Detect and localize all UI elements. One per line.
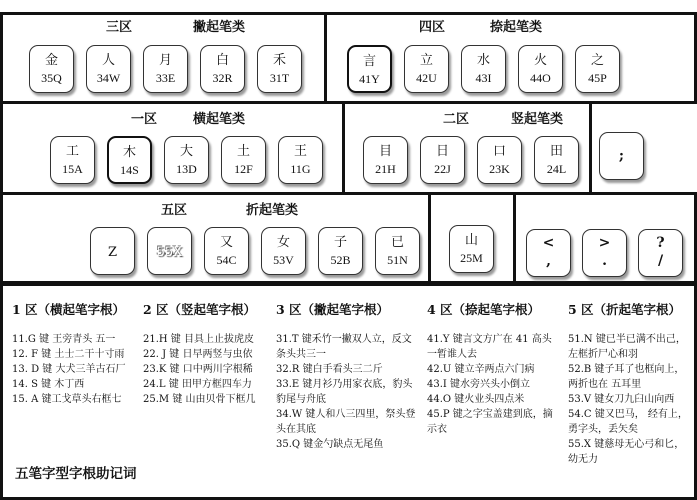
key-l[interactable]: 田 24L bbox=[534, 136, 579, 184]
key-g[interactable]: 王 11G bbox=[278, 136, 323, 184]
key-semicolon[interactable]: ; bbox=[599, 132, 644, 180]
legend-line: 31.T 键禾竹一撇双人立，反文条头共三一 bbox=[276, 334, 412, 360]
zone-5-name: 折起笔类 bbox=[246, 203, 299, 218]
legend-line: 35.Q 键金勺缺点无尾鱼 bbox=[276, 439, 384, 450]
key-j[interactable]: 日 22J bbox=[420, 136, 465, 184]
legend-title-2: 2 区（竖起笔字根） bbox=[143, 302, 257, 317]
legend-line: 41.Y 键言文方广在 41 高头一暂谁人去 bbox=[427, 334, 552, 360]
key-f[interactable]: 土 12F bbox=[221, 136, 266, 184]
zone-2-m-panel bbox=[428, 192, 516, 284]
zone-4-label: 四区 bbox=[419, 20, 446, 35]
zone-1-name: 横起笔类 bbox=[193, 112, 246, 127]
zone-3-panel bbox=[0, 12, 327, 104]
legend-line: 43.I 键水旁兴头小倒立 bbox=[427, 379, 531, 390]
zone-1-label: 一区 bbox=[131, 112, 158, 127]
key-i[interactable]: 水 43I bbox=[461, 45, 506, 93]
key-z[interactable]: Z bbox=[90, 227, 135, 275]
legend-line: 32.R 键白手看头三二斤 bbox=[276, 364, 383, 375]
legend-line: 44.O 键火业头四点米 bbox=[427, 394, 525, 405]
legend-line: 33.E 键月衫乃用家衣底，豹头豹尾与舟底 bbox=[276, 379, 413, 405]
key-s[interactable]: 木 14S bbox=[107, 136, 152, 184]
legend-column-4 bbox=[427, 300, 553, 437]
legend-line: 54.C 键又巴马， 经有上，勇字头，丢矢矣 bbox=[568, 409, 688, 435]
legend-line: 13. D 键 大犬三羊古石厂 bbox=[12, 364, 126, 375]
key-a[interactable]: 工 15A bbox=[50, 136, 95, 184]
zone-1-panel bbox=[0, 101, 345, 195]
key-c[interactable]: 又 54C bbox=[204, 227, 249, 275]
punctuation-panel bbox=[513, 192, 697, 284]
zone-4-panel bbox=[324, 12, 697, 104]
legend-line: 51.N 键已半已满不出己，左框折尸心和羽 bbox=[568, 334, 686, 360]
legend-title-4: 4 区（捺起笔字根） bbox=[427, 302, 541, 317]
key-d[interactable]: 大 13D bbox=[164, 136, 209, 184]
zone-5-label: 五区 bbox=[161, 203, 188, 218]
legend-column-2 bbox=[143, 300, 269, 407]
key-x[interactable]: 55X bbox=[147, 227, 192, 275]
legend-line: 12. F 键 土士二干十寸雨 bbox=[12, 349, 125, 360]
legend-column-1 bbox=[12, 300, 137, 407]
key-n[interactable]: 已 51N bbox=[375, 227, 420, 275]
legend-line: 42.U 键立辛两点六门病 bbox=[427, 364, 535, 375]
zone-4-name: 捺起笔类 bbox=[490, 20, 543, 35]
legend-title-3: 3 区（撇起笔字根） bbox=[276, 302, 390, 317]
key-comma[interactable]: < , bbox=[526, 229, 571, 277]
legend-line: 11.G 键 王旁青头 五一 bbox=[12, 334, 116, 345]
key-w[interactable]: 人 34W bbox=[86, 45, 131, 93]
legend-line: 34.W 键人和八三四里，祭头登头在其底 bbox=[276, 409, 416, 435]
key-o[interactable]: 火 44O bbox=[518, 45, 563, 93]
key-period[interactable]: > . bbox=[582, 229, 627, 277]
key-e[interactable]: 月 33E bbox=[143, 45, 188, 93]
key-h[interactable]: 目 21H bbox=[363, 136, 408, 184]
key-u[interactable]: 立 42U bbox=[404, 45, 449, 93]
legend-title-1: 1 区（横起笔字根） bbox=[12, 302, 126, 317]
zone-3-label: 三区 bbox=[106, 20, 133, 35]
legend-title-5: 5 区（折起笔字根） bbox=[568, 302, 682, 317]
key-q[interactable]: 金 35Q bbox=[29, 45, 74, 93]
legend-line: 23.K 键 口中两川字根稀 bbox=[143, 364, 253, 375]
zone-2-label: 二区 bbox=[443, 112, 470, 127]
legend-line: 22. J 键 日早两竖与虫依 bbox=[143, 349, 253, 360]
legend-line: 53.V 键女刀九臼山向西 bbox=[568, 394, 675, 405]
legend-line: 55.X 键慈母无心弓和匕，幼无力 bbox=[568, 439, 685, 465]
zone-2-panel bbox=[342, 101, 592, 195]
legend-line: 21.H 键 目具上止拔虎皮 bbox=[143, 334, 254, 345]
zone-2-name: 竖起笔类 bbox=[511, 112, 564, 127]
legend-line: 15. A 键工戈草头右框七 bbox=[12, 394, 122, 405]
legend-line: 14. S 键 木丁西 bbox=[12, 379, 85, 390]
key-r[interactable]: 白 32R bbox=[200, 45, 245, 93]
zone-3-name: 撇起笔类 bbox=[193, 20, 246, 35]
key-k[interactable]: 口 23K bbox=[477, 136, 522, 184]
key-t[interactable]: 禾 31T bbox=[257, 45, 302, 93]
key-m[interactable]: 山 25M bbox=[449, 225, 494, 273]
legend-line: 52.B 键子耳了也框向上，两折也在 五耳里 bbox=[568, 364, 685, 390]
key-y[interactable]: 言 41Y bbox=[347, 45, 392, 93]
key-slash[interactable]: ? / bbox=[638, 229, 683, 277]
legend-line: 25.M 键 山由贝骨下框几 bbox=[143, 394, 256, 405]
key-v[interactable]: 女 53V bbox=[261, 227, 306, 275]
key-p[interactable]: 之 45P bbox=[575, 45, 620, 93]
zone-5-panel bbox=[0, 192, 431, 284]
radical-legend-panel bbox=[0, 283, 697, 500]
legend-line: 24.L 键 田甲方框四车力 bbox=[143, 379, 252, 390]
legend-line: 45.P 键之字宝盖建到底，摘示衣 bbox=[427, 409, 553, 435]
legend-column-3 bbox=[276, 300, 416, 452]
mnemonic-title: 五笔字型字根助记词 bbox=[15, 466, 137, 482]
legend-column-5 bbox=[568, 300, 694, 467]
key-b[interactable]: 子 52B bbox=[318, 227, 363, 275]
